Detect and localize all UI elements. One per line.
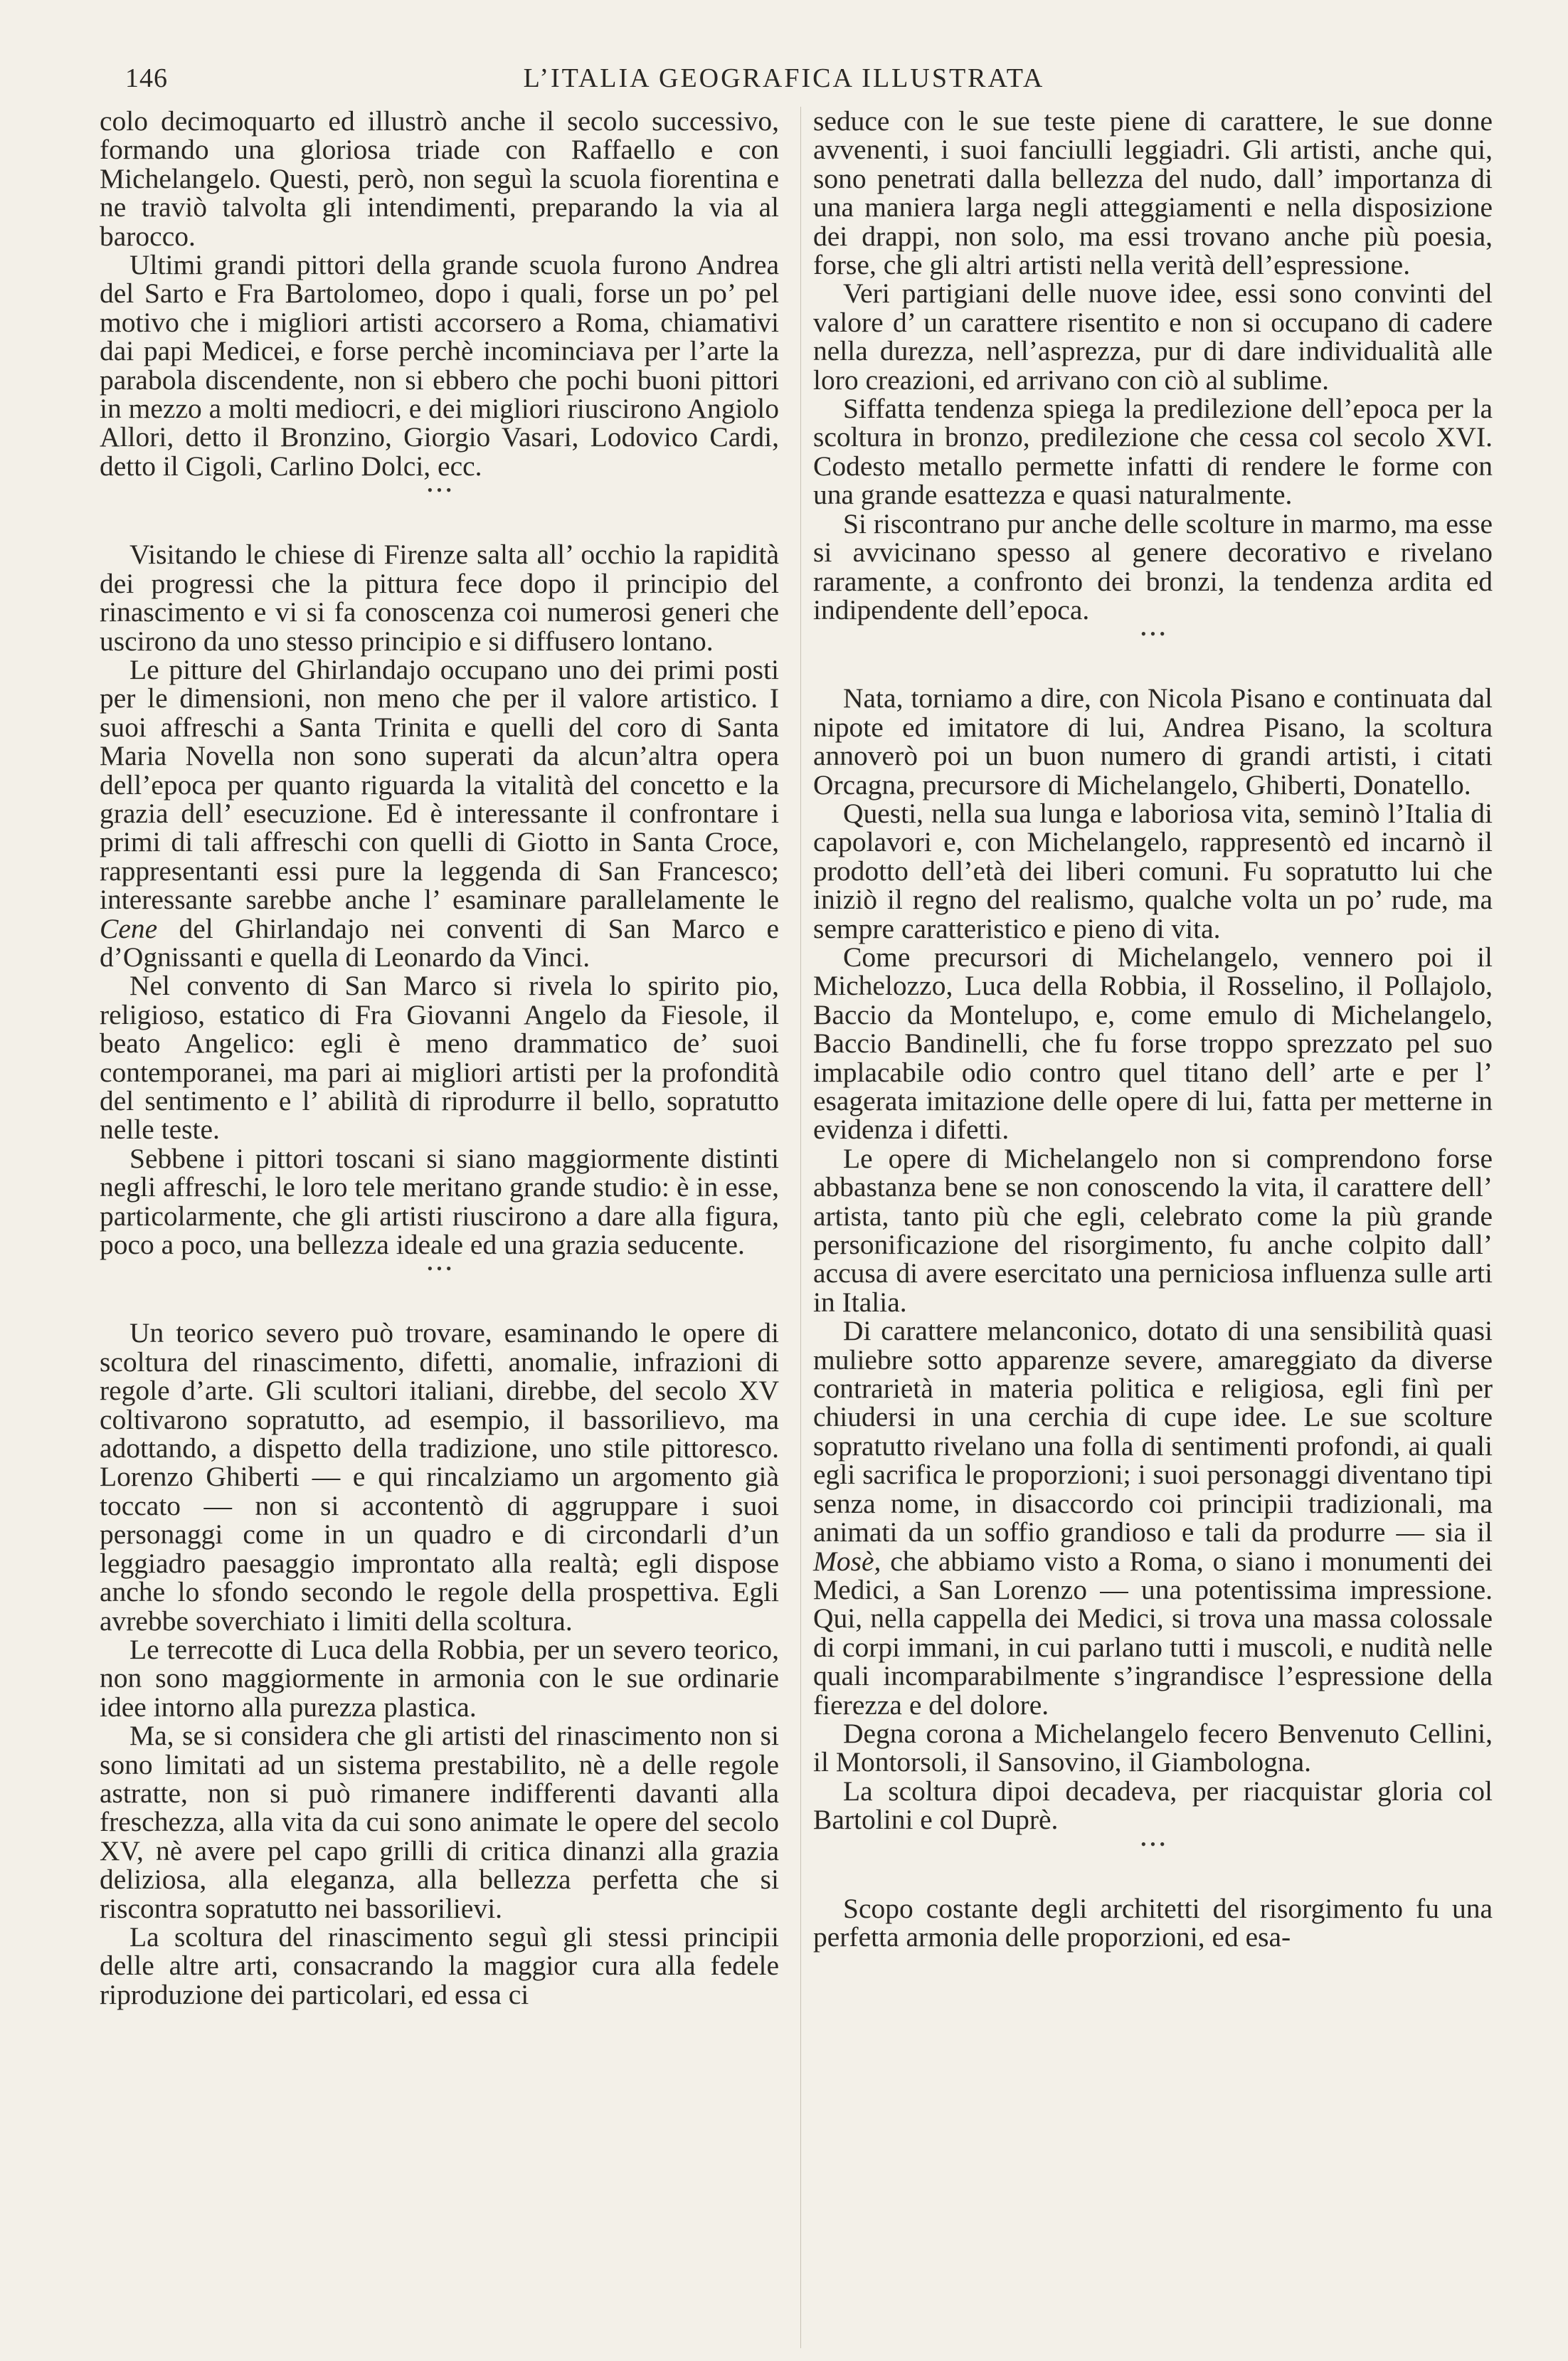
paragraph: Ma, se si considera che gli artisti del rinascimento non si sono limitati ad un sistema prestabilito, nè a delle regole astratte, non si può rimanere indifferenti davanti alla freschezza, alla vita da cui sono animate le opere del secolo XV, nè avere pel capo grilli di critica dinanzi alla grazia deliziosa, alla eleganza, alla bellezza perfetta che si riscontra sopratutto nei bassorilievi.	[100, 1720, 779, 1924]
paragraph: Visitando le chiese di Firenze salta all’ occhio la rapidità dei progressi che la pittura fece dopo il principio del rinascimento e vi si fa conoscenza coi numerosi generi che uscirono da uno stesso principio e si diffusero lontano.	[100, 539, 779, 657]
paragraph: Degna corona a Michelangelo fecero Benvenuto Cellini, il Montorsoli, il Sansovino, il Giambologna.	[813, 1717, 1493, 1778]
paragraph: Veri partigiani delle nuove idee, essi sono convinti del valore d’ un carattere risentito e non si occupano di cadere nella durezza, nell’asprezza, pur di dare individualità alle loro creazioni, ed arrivano con ciò al sublime.	[813, 278, 1493, 396]
italic-title: Cene	[100, 912, 158, 944]
column-gutter	[800, 107, 801, 2348]
paragraph-text: Di carattere melanconico, dotato di una sensibilità quasi muliebre sotto apparenze severe, amareggiato da diverse contrarietà in materia politica e religiosa, egli finì per chiudersi in una cerchia di cupe idee. Le sue scolture sopratutto rivelano una folla di sentimenti profondi, ai quali egli sacrifica le proporzioni; i suoi personaggi diventano tipi senza nome, in disaccordo coi principii tradizionali, ma animati da un soffio grandioso e tali da produrre — sia il	[813, 1315, 1493, 1548]
paragraph-text: del Ghirlandajo nei conventi di San Marco e d’Ognissanti e quella di Leonardo da Vinci.	[100, 912, 780, 973]
paragraph: Le terrecotte di Luca della Robbia, per un severo teorico, non sono maggiormente in armonia con le sue ordinarie idee intorno alla purezza plastica.	[100, 1633, 779, 1723]
section-separator: • • •	[1140, 625, 1165, 643]
paragraph: seduce con le sue teste piene di carattere, le sue donne avvenenti, i suoi fanciulli leggiadri. Gli artisti, anche qui, sono penetrati dalla bellezza del nudo, dall’ importanza di una maniera larga negli atteggiamenti e nella disposizione dei drappi, non solo, ma essi trovano anche più poesia, forse, che gli altri artisti nella verità dell’espressione.	[813, 105, 1493, 281]
paragraph-text: Le pitture del Ghirlandajo occupano uno dei primi posti per le dimensioni, non meno che per il valore artistico. I suoi affreschi a Santa Trinita e quelli del coro di Santa Maria Novella non sono superati da alcun’altra opera dell’epoca per quanto riguarda la vitalità del concetto e la grazia dell’ esecuzione. Ed è interessante il confrontare i primi di tali affreschi con quelli di Giotto in Santa Croce, rappresentanti essi pure la leggenda di San Francesco; interessante sarebbe anche l’ esaminare parallelamente le	[100, 653, 779, 916]
paragraph: Si riscontrano pur anche delle scolture in marmo, ma esse si avvicinano spesso al genere decorativo e rivelano raramente, a confronto dei bronzi, la tendenza ardita ed indipendente dell’epoca.	[813, 507, 1493, 625]
paragraph: colo decimoquarto ed illustrò anche il secolo successivo, formando una gloriosa triade con Raffaello e con Michelangelo. Questi, però, non seguì la scuola fiorentina e ne traviò talvolta gli intendimenti, preparando la via al barocco.	[100, 105, 779, 252]
paragraph: Sebbene i pittori toscani si siano maggiormente distinti negli affreschi, le loro tele meritano grande studio: è in esse, particolarmente, che gli artisti riuscirono a dare alla figura, poco a poco, una bellezza ideale ed una grazia seducente.	[100, 1142, 779, 1261]
page-header	[98, 63, 1470, 105]
paragraph: La scoltura dipoi decadeva, per riacquistar gloria col Bartolini e col Duprè.	[813, 1775, 1493, 1836]
right-column	[813, 107, 1493, 1951]
paragraph: La scoltura del rinascimento seguì gli stessi principii delle altre arti, consacrando la maggior cura alla fedele riproduzione dei particolari, ed essa ci	[100, 1921, 779, 2010]
paragraph: Nel convento di San Marco si rivela lo spirito pio, religioso, estatico di Fra Giovanni Angelo da Fiesole, il beato Angelico: egli è meno drammatico de’ suoi contemporanei, ma pari ai migliori artisti per la profondità del sentimento e l’ abilità di riprodurre il bello, sopratutto nelle teste.	[100, 970, 779, 1146]
paragraph: Siffatta tendenza spiega la predilezione dell’epoca per la scoltura in bronzo, predilezione che cessa col secolo XVI. Codesto metallo permette infatti di rendere le forme con una grande esattezza e quasi naturalmente.	[813, 393, 1493, 511]
paragraph: Come precursori di Michelangelo, vennero poi il Michelozzo, Luca della Robbia, il Rosselino, il Pollajolo, Baccio da Montelupo, e, come emulo di Michelangelo, Baccio Bandinelli, che fu forse troppo sprezzato pel suo implacabile odio contro quel titano dell’ arte e per l’ esagerata imitazione delle opere di lui, fatta per metterne in evidenza i difetti.	[813, 941, 1493, 1146]
left-column	[100, 107, 779, 2009]
section-separator: • • •	[427, 481, 452, 500]
running-title: L’ITALIA GEOGRAFICA ILLUSTRATA	[523, 63, 1045, 93]
paragraph: Nata, torniamo a dire, con Nicola Pisano e continuata dal nipote ed imitatore di lui, Andrea Pisano, la scoltura annoverò poi un buon numero di grandi artisti, i citati Orcagna, precursore di Michelangelo, Ghiberti, Donatello.	[813, 682, 1493, 801]
italic-title: Mosè,	[813, 1545, 881, 1577]
paragraph: Scopo costante degli architetti del risorgimento fu una perfetta armonia delle proporzioni, ed esa-	[813, 1892, 1493, 1953]
paragraph: Le opere di Michelangelo non si comprendono forse abbastanza bene se non conoscendo la vita, il carattere dell’ artista, tanto più che egli, celebrato come la più grande personificazione del risorgimento, fu anche colpito dall’ accusa di avere esercitato una perniciosa influenza sulle arti in Italia.	[813, 1142, 1493, 1318]
paragraph: Ultimi grandi pittori della grande scuola furono Andrea del Sarto e Fra Bartolomeo, dopo i quali, forse un po’ pel motivo che i migliori artisti accorsero a Roma, chiamativi dai papi Medicei, e forse perchè incominciava per l’arte la parabola discendente, non si ebbero che pochi buoni pittori in mezzo a molti mediocri, e dei migliori riuscirono Angiolo Allori, detto il Bronzino, Giorgio Vasari, Lodovico Cardi, detto il Cigoli, Carlino Dolci, ecc.	[100, 249, 779, 482]
paragraph	[100, 655, 779, 971]
section-separator: • • •	[427, 1259, 452, 1278]
paragraph: Un teorico severo può trovare, esaminando le opere di scoltura del rinascimento, difetti, anomalie, infrazioni di regole d’arte. Gli scultori italiani, direbbe, del secolo XV coltivarono sopratutto, ad esempio, il bassorilievo, ma adottando, a dispetto della tradizione, uno stile pittoresco. Lorenzo Ghiberti — e qui rincalziamo un argomento già toccato — non si accontentò di aggruppare i suoi personaggi come in un quadro e di circondarli d’un leggiadro paesaggio improntato alla realtà; egli dispose anche lo sfondo secondo le regole della prospettiva. Egli avrebbe soverchiato i limiti della scoltura.	[100, 1317, 779, 1637]
section-separator: • • •	[1140, 1834, 1165, 1853]
paragraph	[813, 1316, 1493, 1719]
paragraph: Questi, nella sua lunga e laboriosa vita, seminò l’Italia di capolavori e, con Michelangelo, rappresentò ed incarnò il prodotto dell’età dei liberi comuni. Fu sopratutto lui che iniziò il regno del realismo, qualche volta un po’ rude, ma sempre caratteristico e pieno di vita.	[813, 797, 1493, 944]
page-number: 146	[125, 63, 168, 93]
paragraph-text: che abbiamo visto a Roma, o siano i monumenti dei Medici, a San Lorenzo — una potentissima impressione. Qui, nella cappella dei Medici, si trova una massa colossale di corpi immani, in cui parlano tutti i muscoli, e nudità nelle quali incomparabilmente s’ingrandisce l’espressione della fierezza e del dolore.	[813, 1545, 1493, 1721]
